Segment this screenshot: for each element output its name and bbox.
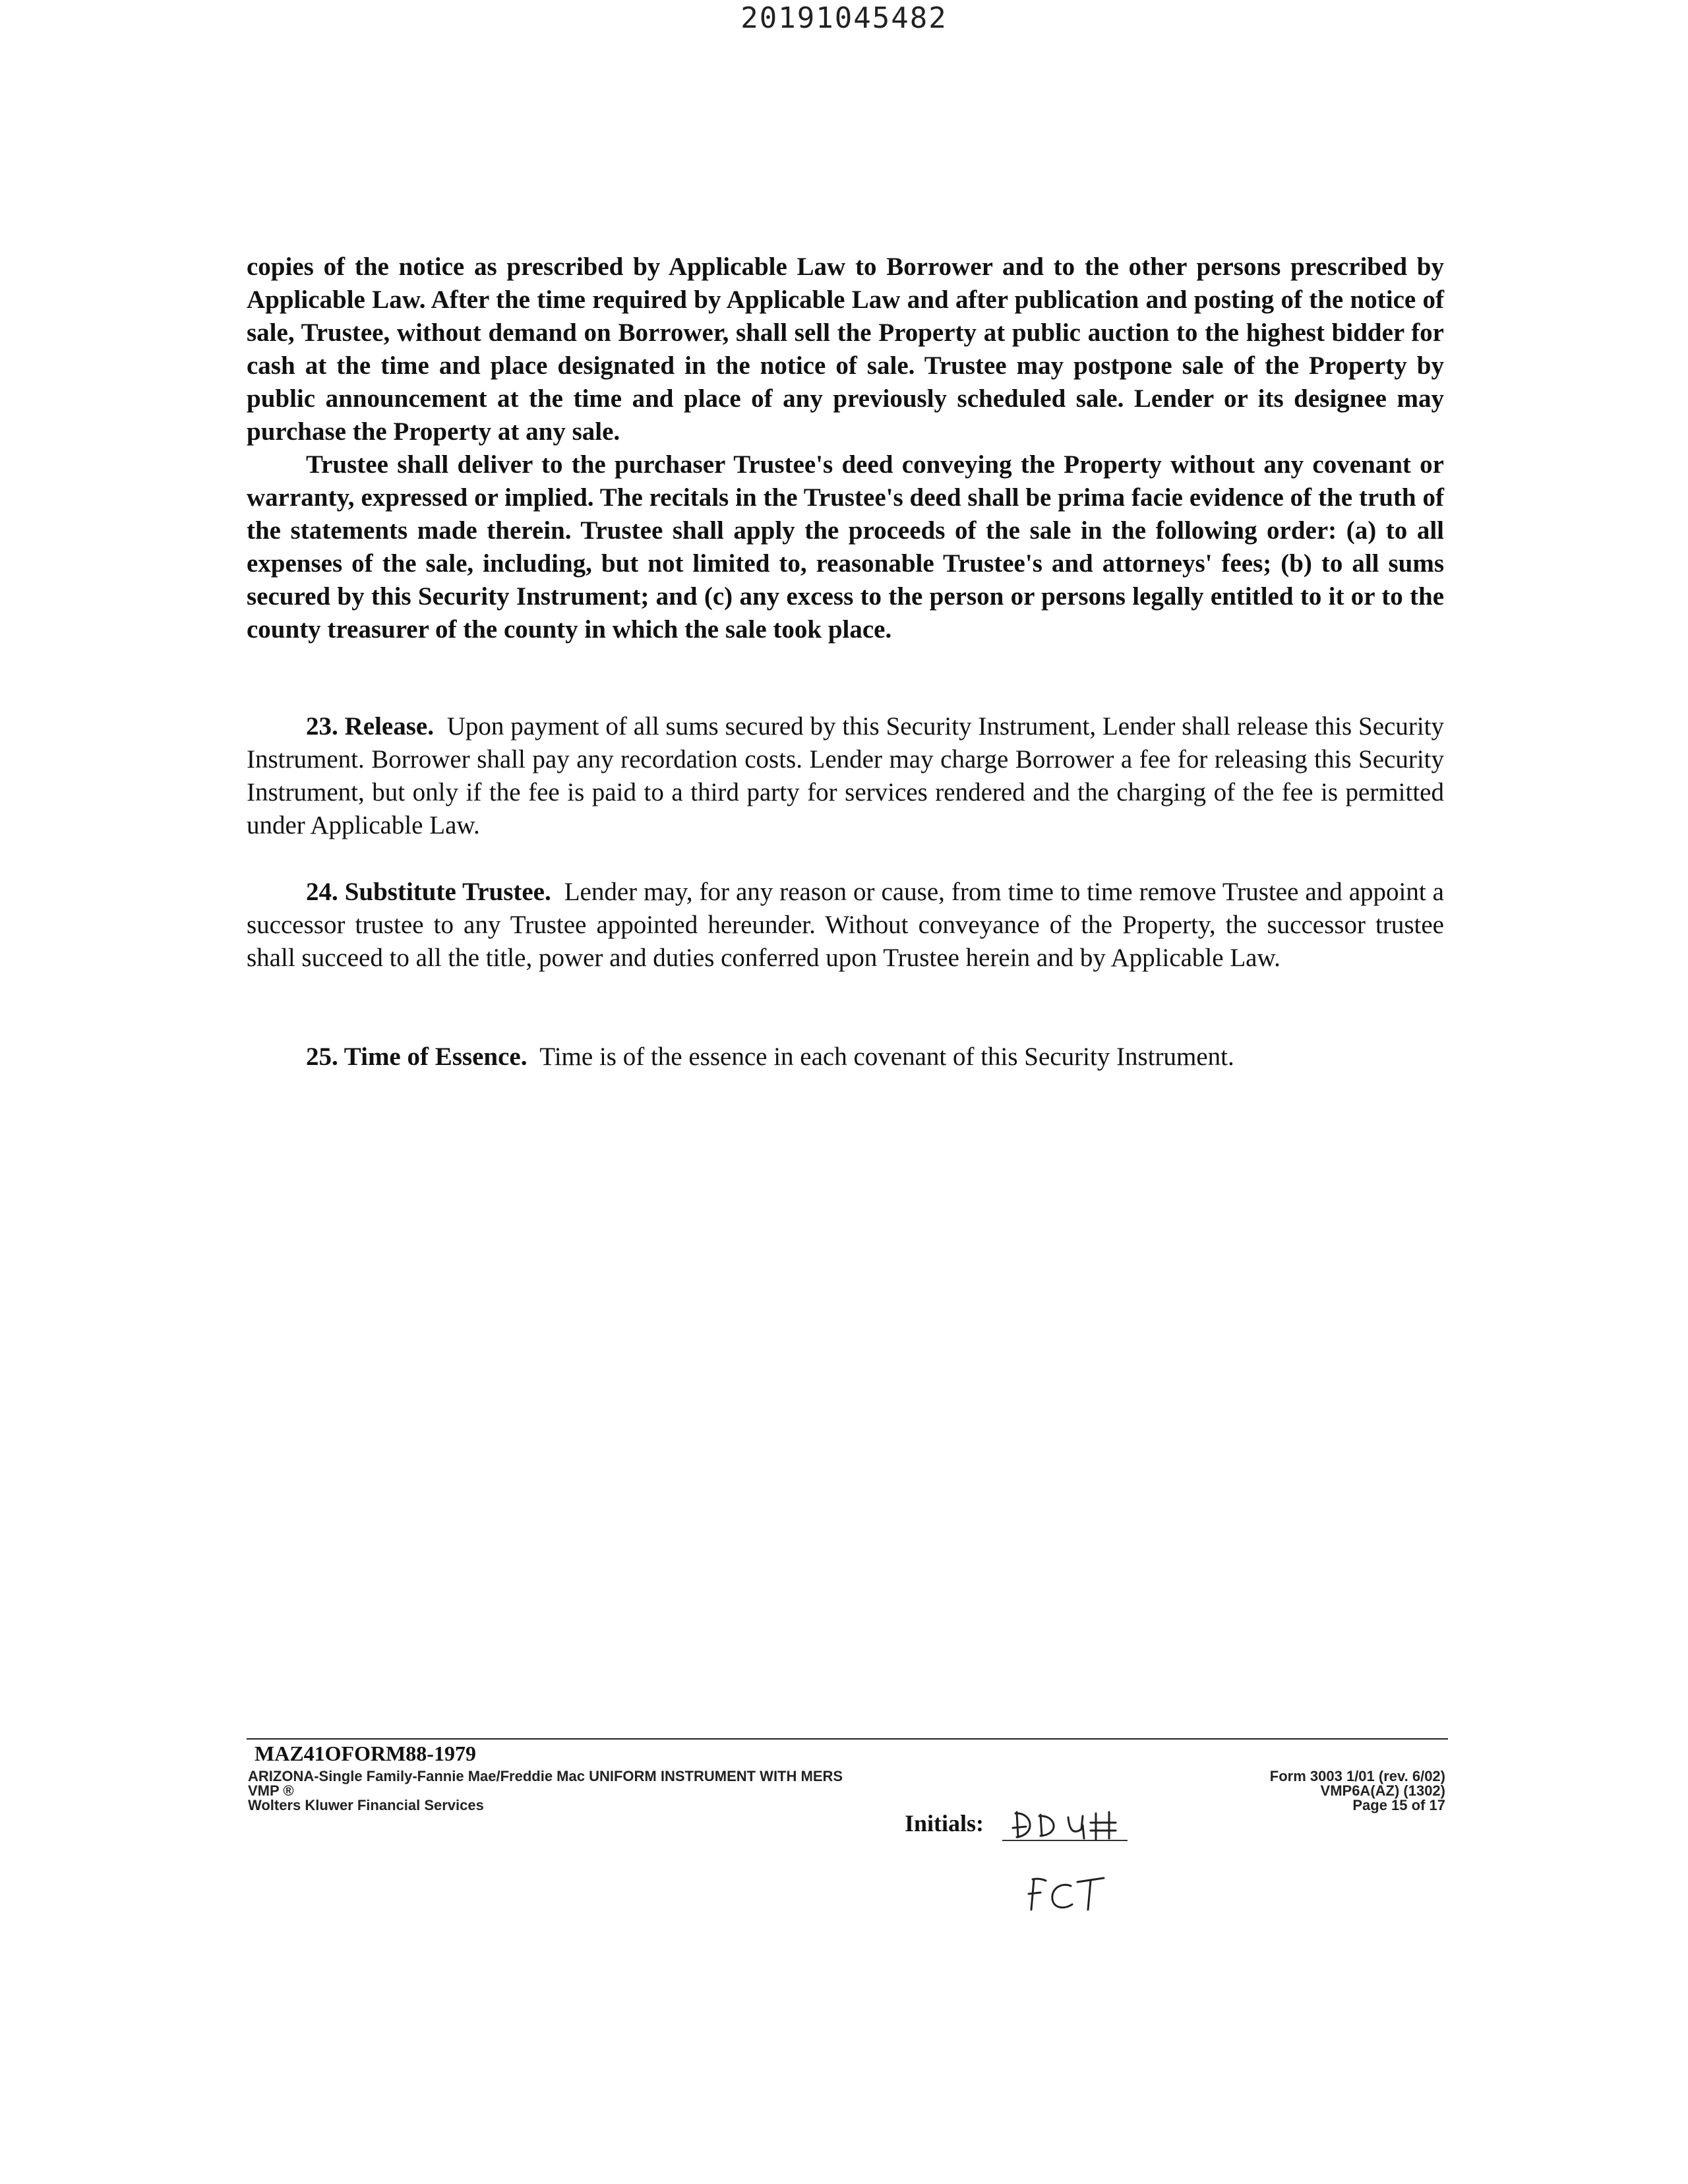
paragraph-notice-of-sale: copies of the notice as prescribed by Applicable Law to Borrower and to the other persons prescribed by Applicable Law. After the time required by Applicable Law and after publication and posting of the notice of sale, Trustee, without demand on Borrower, shall sell the Property at public auction to the highest bidder for cash at the time and place designated in the notice of sale. Trustee may postpone sale of the Property by public announcement at the time and place of any previously scheduled sale. Lender or its designee may purchase the Property at any sale. bbox=[247, 253, 1444, 446]
section-text: Time is of the essence in each covenant of this Security Instrument. bbox=[539, 1043, 1234, 1071]
footer-vmp: VMP ® bbox=[248, 1782, 294, 1799]
footer-form-title: ARIZONA-Single Family-Fannie Mae/Freddie Mac UNIFORM INSTRUMENT WITH MERS bbox=[248, 1768, 843, 1784]
section-text: Lender may, for any reason or cause, from time to time remove Trustee and appoint a successor trustee to any Trustee appointed hereunder. Without conveyance of the Property, the successor trustee shall succeed to all the title, power and duties conferred upon Trustee herein and by Applicable Law. bbox=[247, 878, 1444, 972]
trustee-sale-text bbox=[247, 251, 1444, 646]
section-heading: 25. Time of Essence. bbox=[306, 1043, 528, 1071]
section-heading: 23. Release. bbox=[306, 712, 434, 741]
recording-number: 20191045482 bbox=[740, 1, 948, 35]
footer-publisher: Wolters Kluwer Financial Services bbox=[248, 1797, 484, 1813]
section-text: Upon payment of all sums secured by this Security Instrument, Lender shall release this Security Instrument. Borrower shall pay any recordation costs. Lender may charge Borrower a fee for releasing this Security Instrument, but only if the fee is paid to a third party for services rendered and the charging of the fee is permitted under Applicable Law. bbox=[247, 712, 1445, 839]
footer-vmp-code: VMP6A(AZ) (1302) bbox=[1320, 1782, 1445, 1799]
paragraph-trustee-deed: Trustee shall deliver to the purchaser Trustee's deed conveying the Property without any covenant or warranty, expressed or implied. The recitals in the Trustee's deed shall be prima facie evidence of the truth of the statements made therein. Trustee shall apply the proceeds of the sale in the following order: (a) to all expenses of the sale, including, but not limited to, reasonable Trustee's and attorneys' fees; (b) to all sums secured by this Security Instrument; and (c) any excess to the person or persons legally entitled to it or to the county treasurer of the county in which the sale took place. bbox=[247, 450, 1444, 644]
section-substitute-trustee bbox=[247, 876, 1444, 975]
handwritten-initials-1 bbox=[1010, 1805, 1129, 1845]
page-number: Page 15 of 17 bbox=[1352, 1797, 1445, 1813]
section-heading: 24. Substitute Trustee. bbox=[306, 878, 551, 906]
footer-form-info bbox=[248, 1769, 843, 1813]
handwritten-initials-2 bbox=[1022, 1871, 1114, 1918]
footer-form-number bbox=[1270, 1769, 1445, 1813]
footer-form-version: Form 3003 1/01 (rev. 6/02) bbox=[1269, 1768, 1445, 1784]
section-release bbox=[247, 710, 1444, 842]
section-time-of-essence bbox=[247, 1041, 1444, 1074]
footer-divider bbox=[247, 1738, 1448, 1740]
form-code: MAZ41OFORM88-1979 bbox=[255, 1742, 476, 1765]
initials-label: Initials: bbox=[905, 1810, 984, 1836]
